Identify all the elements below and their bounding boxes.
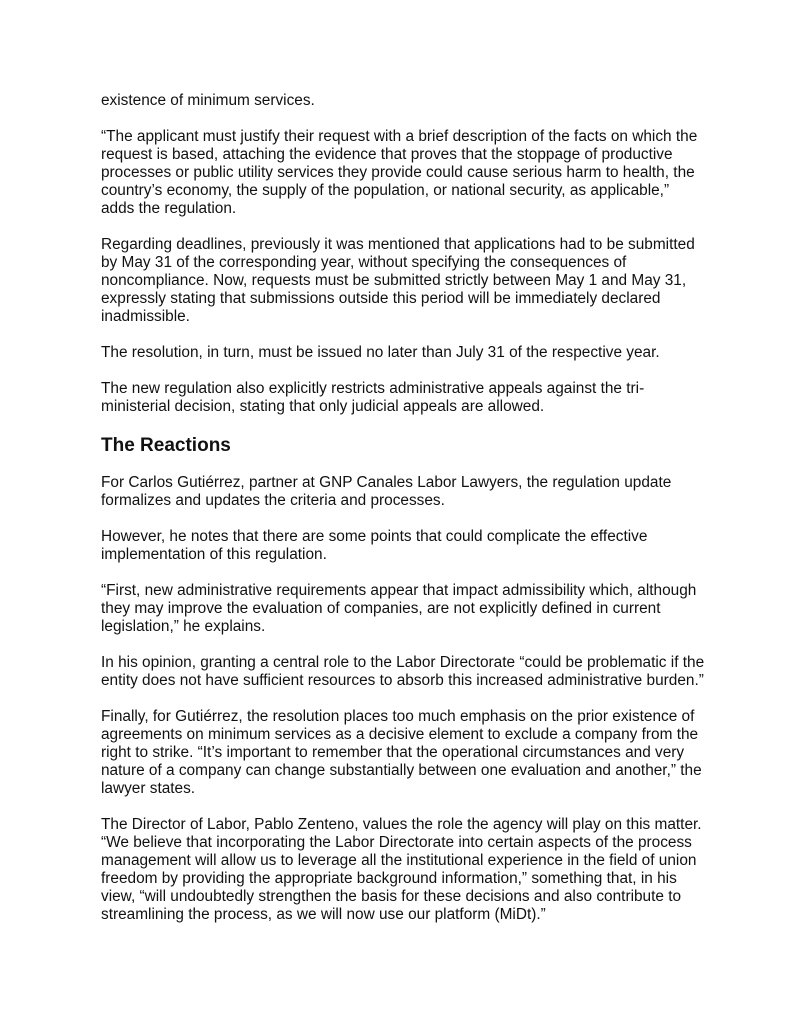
paragraph-resolution-deadline: The resolution, in turn, must be issued no later than July 31 of the respective year. bbox=[101, 344, 660, 361]
section-heading-reactions: The Reactions bbox=[101, 435, 231, 456]
paragraph-labor-directorate-opinion: In his opinion, granting a central role to the Labor Directorate “could be problematic if the entity does not have sufficient resources to absorb this increased administrative burden.” bbox=[101, 654, 705, 689]
paragraph-minimum-services-emphasis: Finally, for Gutiérrez, the resolution places too much emphasis on the prior existence of agreements on minimum services as a decisive element to exclude a company from the right to strike. “It’s important to remember that the operational circumstances and very nature of a company can change substantially between one evaluation and another,” the lawyer states. bbox=[101, 708, 702, 797]
paragraph-appeals-restriction: The new regulation also explicitly restricts administrative appeals against the tri-ministerial decision, stating that only judicial appeals are allowed. bbox=[101, 380, 645, 415]
paragraph-gutierrez-intro: For Carlos Gutiérrez, partner at GNP Canales Labor Lawyers, the regulation update formalizes and updates the criteria and processes. bbox=[101, 474, 672, 509]
paragraph-applicant-justification: “The applicant must justify their request with a brief description of the facts on which the request is based, attaching the evidence that proves that the stoppage of productive processes or public utility services they provide could cause serious harm to health, the country’s economy, the supply of the population, or national security, as applicable,” adds the regulation. bbox=[101, 128, 698, 217]
paragraph-minimum-services-end: existence of minimum services. bbox=[101, 92, 315, 109]
paragraph-deadlines: Regarding deadlines, previously it was mentioned that applications had to be submitted by May 31 of the corresponding year, without specifying the consequences of noncompliance. Now, requests must be submitted strictly between May 1 and May 31, expressly stating that submissions outside this period will be immediately declared inadmissible. bbox=[101, 236, 695, 325]
paragraph-complications: However, he notes that there are some points that could complicate the effective implementation of this regulation. bbox=[101, 528, 648, 563]
paragraph-director-zenteno: The Director of Labor, Pablo Zenteno, values the role the agency will play on this matter. “We believe that incorporating the Labor Directorate into certain aspects of the process management will allow us to leverage all the institutional experience in the field of union freedom by providing the appropriate background information,” something that, in his view, “will undoubtedly strengthen the basis for these decisions and also contribute to streamlining the process, as we will now use our platform (MiDt).” bbox=[101, 816, 702, 923]
paragraph-admin-requirements-quote: “First, new administrative requirements appear that impact admissibility which, although they may improve the evaluation of companies, are not explicitly defined in current legislation,” he explains. bbox=[101, 582, 697, 635]
document-page bbox=[101, 92, 705, 942]
